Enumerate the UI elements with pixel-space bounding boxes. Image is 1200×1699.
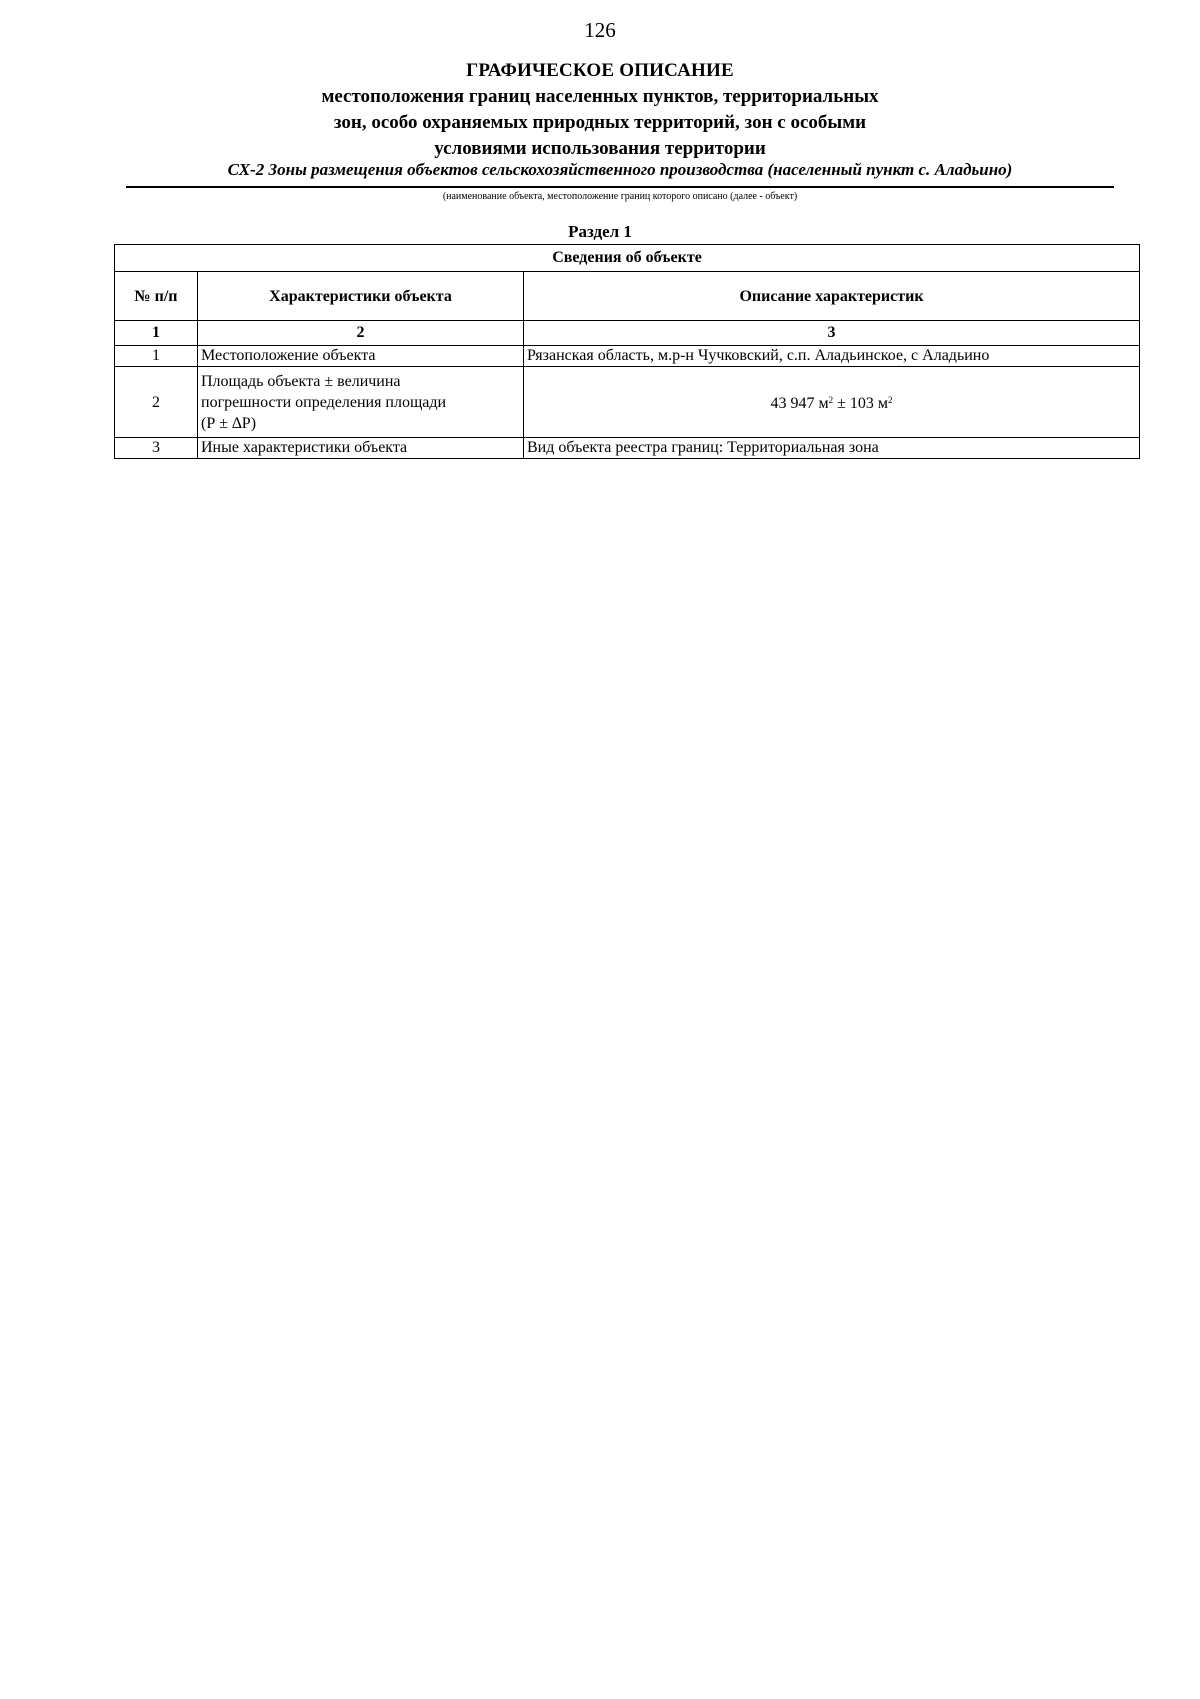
row-2-characteristic-line-3: (Р ± ∆Р) xyxy=(201,414,257,432)
column-number-3: 3 xyxy=(524,321,1140,346)
table-caption: Сведения об объекте xyxy=(115,245,1140,272)
table-row xyxy=(115,346,1140,367)
row-2-characteristic xyxy=(198,367,524,438)
table-row xyxy=(115,367,1140,438)
header-num: № п/п xyxy=(115,272,198,321)
row-2-characteristic-line-2: погрешности определения площади xyxy=(201,393,447,411)
section-title: Раздел 1 xyxy=(568,222,632,241)
title-line-4: условиями использования территории xyxy=(434,138,766,159)
object-name: СХ-2 Зоны размещения объектов сельскохозяйственного производства (населенный пункт с. Аладьино) xyxy=(227,160,1013,179)
document-title xyxy=(0,58,1200,162)
row-2-description xyxy=(524,367,1140,438)
row-1-num: 1 xyxy=(115,346,198,367)
column-number-2: 2 xyxy=(198,321,524,346)
table-row xyxy=(115,438,1140,459)
area-unit-exponent: 2 xyxy=(828,395,834,405)
title-line-1: ГРАФИЧЕСКОЕ ОПИСАНИЕ xyxy=(466,60,734,81)
header-characteristic: Характеристики объекта xyxy=(198,272,524,321)
object-name-underline xyxy=(126,186,1114,188)
row-2-characteristic-line-1: Площадь объекта ± величина xyxy=(201,372,401,390)
area-error: ± 103 м xyxy=(833,395,889,412)
row-3-characteristic: Иные характеристики объекта xyxy=(198,438,524,459)
page-number: 126 xyxy=(584,18,616,42)
row-2-num: 2 xyxy=(115,367,198,438)
row-1-description: Рязанская область, м.р-н Чучковский, с.п. Аладьинское, с Аладьино xyxy=(524,346,1140,367)
column-number-1: 1 xyxy=(115,321,198,346)
header-description: Описание характеристик xyxy=(524,272,1140,321)
area-value: 43 947 м xyxy=(770,395,829,412)
column-number-row xyxy=(115,321,1140,346)
object-info-table xyxy=(114,244,1140,459)
title-line-2: местоположения границ населенных пунктов, территориальных xyxy=(321,86,879,107)
title-line-3: зон, особо охраняемых природных территорий, зон с особыми xyxy=(333,112,867,133)
object-name-caption: (наименование объекта, местоположение границ которого описано (далее - объект) xyxy=(442,191,798,202)
row-3-num: 3 xyxy=(115,438,198,459)
row-1-characteristic: Местоположение объекта xyxy=(198,346,524,367)
area-error-unit-exponent: 2 xyxy=(888,395,893,405)
table-header-row xyxy=(115,272,1140,321)
table-caption-row xyxy=(115,245,1140,272)
row-3-description: Вид объекта реестра границ: Территориальная зона xyxy=(524,438,1140,459)
